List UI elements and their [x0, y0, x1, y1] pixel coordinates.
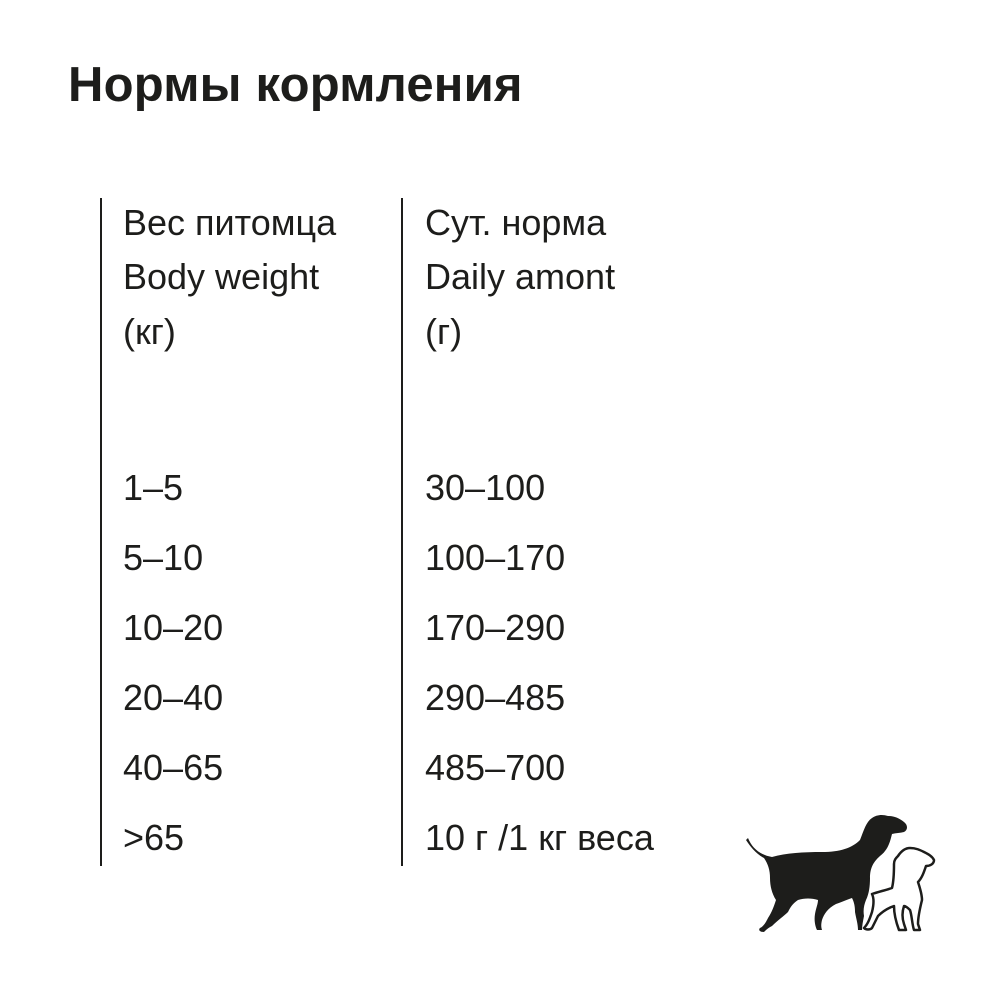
table-left-border [100, 198, 102, 866]
weight-cell: >65 [123, 817, 185, 858]
column-divider [401, 198, 403, 866]
weight-header-ru: Вес питомца [123, 202, 337, 243]
amount-header-ru: Сут. норма [425, 202, 607, 243]
weight-cell: 10–20 [123, 607, 224, 648]
amount-cell: 100–170 [425, 537, 566, 578]
amount-cell: 290–485 [425, 677, 566, 718]
weight-header-en: Body weight [123, 256, 320, 297]
amount-cell: 170–290 [425, 607, 566, 648]
weight-cell: 40–65 [123, 747, 224, 788]
dogs-icon [742, 808, 940, 940]
large-dog-icon [746, 815, 907, 932]
amount-cell: 10 г /1 кг веса [425, 817, 654, 858]
weight-cell: 1–5 [123, 467, 184, 508]
amount-header-en: Daily amont [425, 256, 616, 297]
amount-cell: 485–700 [425, 747, 566, 788]
page-title: Нормы кормления [68, 58, 523, 112]
weight-cell: 5–10 [123, 537, 204, 578]
weight-cell: 20–40 [123, 677, 224, 718]
amount-cell: 30–100 [425, 467, 546, 508]
weight-header-unit: (кг) [123, 311, 176, 352]
amount-header-unit: (г) [425, 311, 463, 352]
